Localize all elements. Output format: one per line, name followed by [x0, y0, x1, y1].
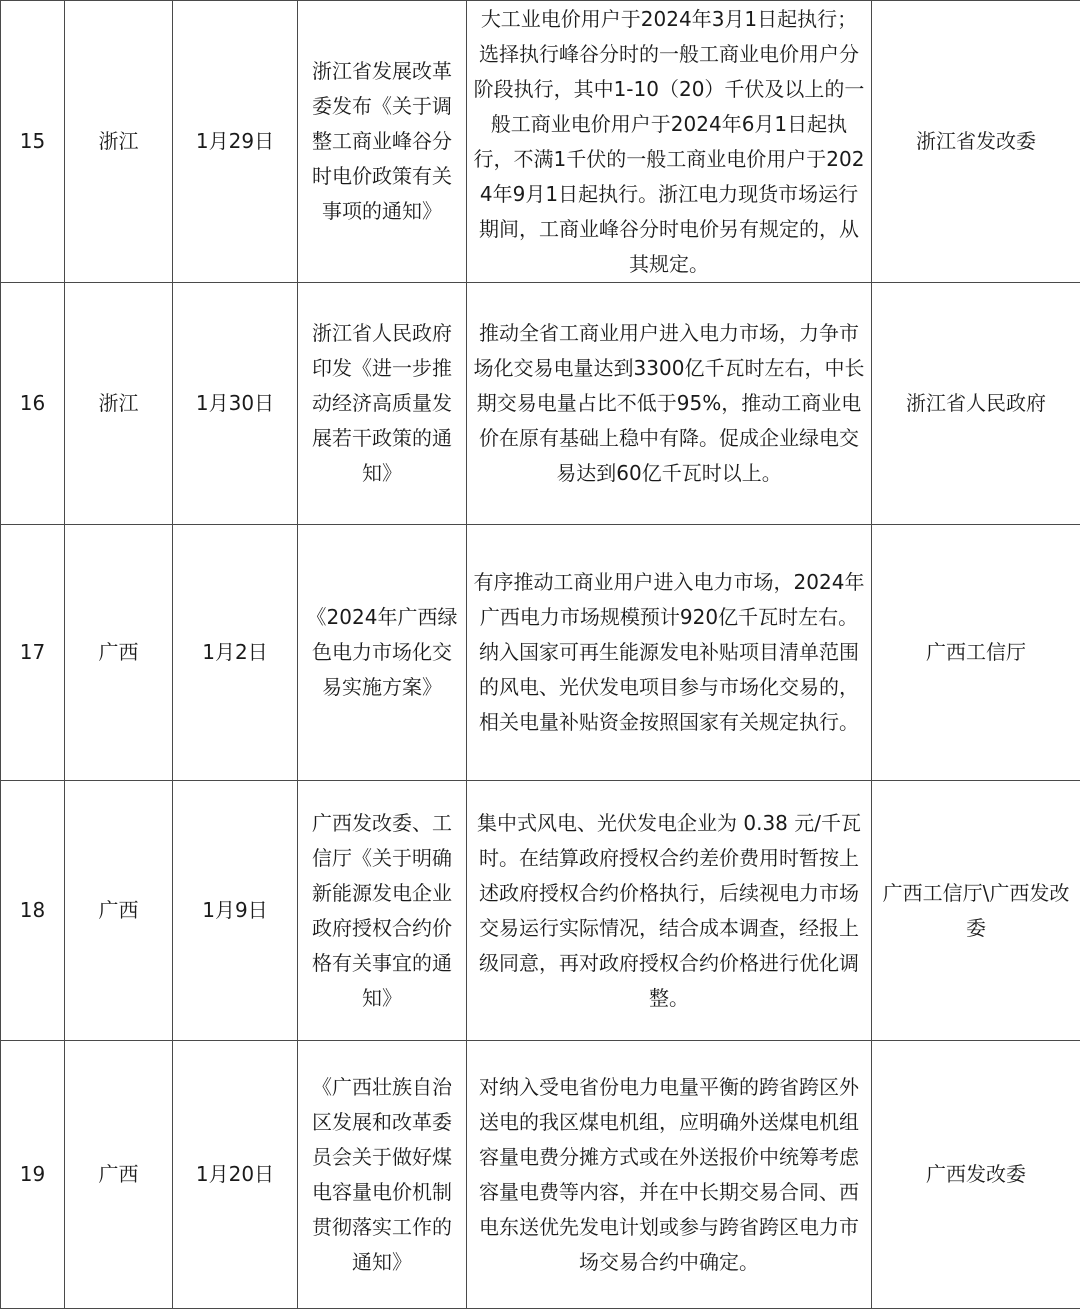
document-title-cell: 浙江省人民政府印发《进一步推动经济高质量发展若干政策的通知》	[298, 283, 467, 525]
document-title-cell: 广西发改委、工信厅《关于明确新能源发电企业政府授权合约价格有关事宜的通知》	[298, 781, 467, 1041]
date-cell: 1月20日	[173, 1041, 298, 1309]
document-title-cell: 《2024年广西绿色电力市场化交易实施方案》	[298, 525, 467, 781]
row-number: 19	[1, 1041, 65, 1309]
table-row	[1, 781, 1080, 1041]
content-cell: 有序推动工商业用户进入电力市场，2024年广西电力市场规模预计920亿千瓦时左右。纳入国家可再生能源发电补贴项目清单范围的风电、光伏发电项目参与市场化交易的，相关电量补贴资金按照国家有关规定执行。	[467, 525, 872, 781]
content-cell: 对纳入受电省份电力电量平衡的跨省跨区外送电的我区煤电机组，应明确外送煤电机组容量电费分摊方式或在外送报价中统筹考虑容量电费等内容，并在中长期交易合同、西电东送优先发电计划或参与跨省跨区电力市场交易合约中确定。	[467, 1041, 872, 1309]
table-row	[1, 283, 1080, 525]
region-cell: 广西	[65, 1041, 173, 1309]
issuer-cell: 广西工信厅\广西发改委	[872, 781, 1080, 1041]
document-title-cell: 浙江省发展改革委发布《关于调整工商业峰谷分时电价政策有关事项的通知》	[298, 1, 467, 283]
issuer-cell: 浙江省人民政府	[872, 283, 1080, 525]
issuer-cell: 广西工信厅	[872, 525, 1080, 781]
content-cell: 推动全省工商业用户进入电力市场，力争市场化交易电量达到3300亿千瓦时左右，中长期交易电量占比不低于95%，推动工商业电价在原有基础上稳中有降。促成企业绿电交易达到60亿千瓦时以上。	[467, 283, 872, 525]
table-row	[1, 1, 1080, 283]
date-cell: 1月9日	[173, 781, 298, 1041]
document-title-cell: 《广西壮族自治区发展和改革委员会关于做好煤电容量电价机制贯彻落实工作的通知》	[298, 1041, 467, 1309]
row-number: 18	[1, 781, 65, 1041]
region-cell: 广西	[65, 525, 173, 781]
date-cell: 1月29日	[173, 1, 298, 283]
date-cell: 1月2日	[173, 525, 298, 781]
date-cell: 1月30日	[173, 283, 298, 525]
content-cell: 大工业电价用户于2024年3月1日起执行；选择执行峰谷分时的一般工商业电价用户分阶段执行，其中1-10（20）千伏及以上的一般工商业电价用户于2024年6月1日起执行，不满1千伏的一般工商业电价用户于2024年9月1日起执行。浙江电力现货市场运行期间，工商业峰谷分时电价另有规定的，从其规定。	[467, 1, 872, 283]
content-cell: 集中式风电、光伏发电企业为 0.38 元/千瓦时。在结算政府授权合约差价费用时暂按上述政府授权合约价格执行，后续视电力市场交易运行实际情况，结合成本调查，经报上级同意，再对政府授权合约价格进行优化调整。	[467, 781, 872, 1041]
issuer-cell: 广西发改委	[872, 1041, 1080, 1309]
issuer-cell: 浙江省发改委	[872, 1, 1080, 283]
region-cell: 浙江	[65, 283, 173, 525]
row-number: 16	[1, 283, 65, 525]
row-number: 15	[1, 1, 65, 283]
table-row	[1, 525, 1080, 781]
region-cell: 浙江	[65, 1, 173, 283]
row-number: 17	[1, 525, 65, 781]
table-row	[1, 1041, 1080, 1309]
region-cell: 广西	[65, 781, 173, 1041]
